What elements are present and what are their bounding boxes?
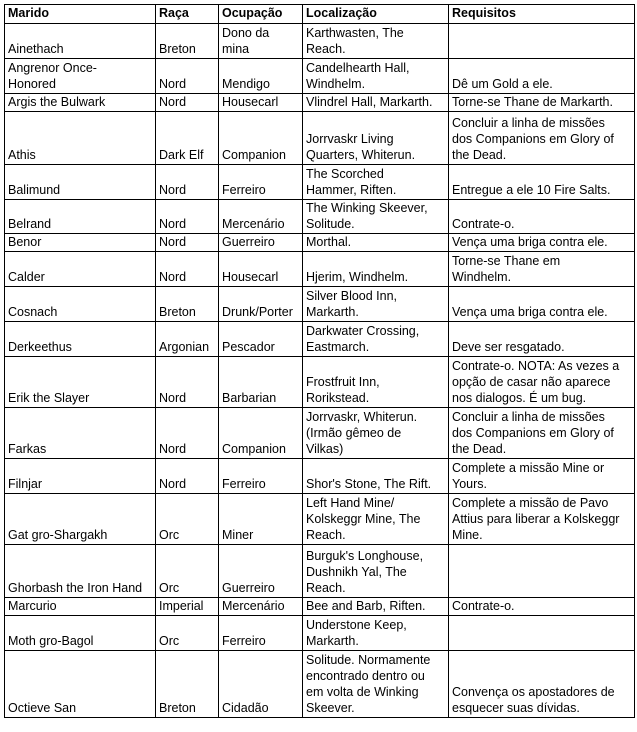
cell-localizacao: Silver Blood Inn, Markarth. xyxy=(303,287,449,322)
header-localizacao: Localização xyxy=(303,5,449,24)
cell-raca: Nord xyxy=(156,59,219,94)
cell-localizacao: Candelhearth Hall, Windhelm. xyxy=(303,59,449,94)
cell-marido: Marcurio xyxy=(5,598,156,616)
cell-marido: Octieve San xyxy=(5,651,156,718)
cell-requisitos: Torne-se Thane de Markarth. xyxy=(449,94,635,112)
cell-requisitos: Deve ser resgatado. xyxy=(449,322,635,357)
cell-raca: Argonian xyxy=(156,322,219,357)
cell-localizacao: Hjerim, Windhelm. xyxy=(303,252,449,287)
cell-ocupacao: Miner xyxy=(219,494,303,545)
cell-marido: Balimund xyxy=(5,165,156,200)
cell-ocupacao: Housecarl xyxy=(219,94,303,112)
cell-raca: Nord xyxy=(156,200,219,234)
cell-ocupacao: Barbarian xyxy=(219,357,303,408)
cell-marido: Angrenor Once- Honored xyxy=(5,59,156,94)
table-row xyxy=(5,24,635,59)
cell-ocupacao: Dono da mina xyxy=(219,24,303,59)
cell-raca: Orc xyxy=(156,494,219,545)
table-row xyxy=(5,459,635,494)
cell-requisitos: Torne-se Thane em Windhelm. xyxy=(449,252,635,287)
cell-ocupacao: Mendigo xyxy=(219,59,303,94)
table-row xyxy=(5,545,635,598)
cell-raca: Imperial xyxy=(156,598,219,616)
cell-ocupacao: Guerreiro xyxy=(219,545,303,598)
cell-ocupacao: Pescador xyxy=(219,322,303,357)
cell-raca: Nord xyxy=(156,408,219,459)
table-row xyxy=(5,598,635,616)
table-row xyxy=(5,234,635,252)
cell-requisitos xyxy=(449,616,635,651)
cell-ocupacao: Mercenário xyxy=(219,598,303,616)
cell-ocupacao: Cidadão xyxy=(219,651,303,718)
cell-localizacao: Shor's Stone, The Rift. xyxy=(303,459,449,494)
cell-requisitos: Contrate-o. xyxy=(449,200,635,234)
cell-raca: Nord xyxy=(156,234,219,252)
cell-raca: Nord xyxy=(156,459,219,494)
cell-marido: Belrand xyxy=(5,200,156,234)
cell-raca: Nord xyxy=(156,94,219,112)
cell-ocupacao: Ferreiro xyxy=(219,459,303,494)
cell-marido: Moth gro-Bagol xyxy=(5,616,156,651)
cell-raca: Nord xyxy=(156,252,219,287)
husbands-table xyxy=(4,4,635,718)
cell-localizacao: Darkwater Crossing, Eastmarch. xyxy=(303,322,449,357)
cell-ocupacao: Guerreiro xyxy=(219,234,303,252)
header-raca: Raça xyxy=(156,5,219,24)
cell-requisitos: Concluir a linha de missões dos Companions em Glory of the Dead. xyxy=(449,408,635,459)
cell-localizacao: Jorrvaskr, Whiterun. (Irmão gêmeo de Vilkas) xyxy=(303,408,449,459)
table-row xyxy=(5,200,635,234)
cell-localizacao: The Winking Skeever, Solitude. xyxy=(303,200,449,234)
cell-requisitos: Dê um Gold a ele. xyxy=(449,59,635,94)
cell-ocupacao: Ferreiro xyxy=(219,165,303,200)
cell-ocupacao: Companion xyxy=(219,112,303,165)
cell-localizacao: Jorrvaskr Living Quarters, Whiterun. xyxy=(303,112,449,165)
cell-ocupacao: Mercenário xyxy=(219,200,303,234)
cell-marido: Athis xyxy=(5,112,156,165)
cell-requisitos: Convença os apostadores de esquecer suas dívidas. xyxy=(449,651,635,718)
cell-requisitos: Vença uma briga contra ele. xyxy=(449,287,635,322)
cell-raca: Nord xyxy=(156,165,219,200)
table-row xyxy=(5,112,635,165)
table-row xyxy=(5,357,635,408)
cell-marido: Argis the Bulwark xyxy=(5,94,156,112)
table-row xyxy=(5,322,635,357)
cell-marido: Calder xyxy=(5,252,156,287)
table-row xyxy=(5,59,635,94)
table-row xyxy=(5,408,635,459)
cell-marido: Ghorbash the Iron Hand xyxy=(5,545,156,598)
cell-localizacao: Burguk's Longhouse, Dushnikh Yal, The Reach. xyxy=(303,545,449,598)
cell-localizacao: Understone Keep, Markarth. xyxy=(303,616,449,651)
cell-localizacao: Left Hand Mine/ Kolskeggr Mine, The Reach. xyxy=(303,494,449,545)
cell-raca: Orc xyxy=(156,616,219,651)
cell-requisitos: Contrate-o. NOTA: As vezes a opção de casar não aparece nos dialogos. É um bug. xyxy=(449,357,635,408)
cell-raca: Nord xyxy=(156,357,219,408)
cell-requisitos: Complete a missão de Pavo Attius para liberar a Kolskeggr Mine. xyxy=(449,494,635,545)
cell-ocupacao: Drunk/Porter xyxy=(219,287,303,322)
header-marido: Marido xyxy=(5,5,156,24)
cell-marido: Gat gro-Shargakh xyxy=(5,494,156,545)
cell-ocupacao: Ferreiro xyxy=(219,616,303,651)
cell-marido: Derkeethus xyxy=(5,322,156,357)
cell-marido: Erik the Slayer xyxy=(5,357,156,408)
table-row xyxy=(5,616,635,651)
cell-localizacao: Solitude. Normamente encontrado dentro ou em volta de Winking Skeever. xyxy=(303,651,449,718)
table-row xyxy=(5,94,635,112)
cell-requisitos: Complete a missão Mine or Yours. xyxy=(449,459,635,494)
header-ocupacao: Ocupação xyxy=(219,5,303,24)
cell-marido: Benor xyxy=(5,234,156,252)
cell-marido: Cosnach xyxy=(5,287,156,322)
cell-marido: Filnjar xyxy=(5,459,156,494)
cell-raca: Breton xyxy=(156,651,219,718)
cell-marido: Ainethach xyxy=(5,24,156,59)
table-row xyxy=(5,287,635,322)
cell-localizacao: Morthal. xyxy=(303,234,449,252)
cell-requisitos: Entregue a ele 10 Fire Salts. xyxy=(449,165,635,200)
cell-localizacao: The Scorched Hammer, Riften. xyxy=(303,165,449,200)
table-row xyxy=(5,252,635,287)
cell-raca: Breton xyxy=(156,287,219,322)
cell-localizacao: Karthwasten, The Reach. xyxy=(303,24,449,59)
cell-requisitos: Contrate-o. xyxy=(449,598,635,616)
cell-requisitos: Vença uma briga contra ele. xyxy=(449,234,635,252)
cell-ocupacao: Companion xyxy=(219,408,303,459)
cell-marido: Farkas xyxy=(5,408,156,459)
table-row xyxy=(5,165,635,200)
cell-ocupacao: Housecarl xyxy=(219,252,303,287)
cell-localizacao: Bee and Barb, Riften. xyxy=(303,598,449,616)
cell-requisitos: Concluir a linha de missões dos Companions em Glory of the Dead. xyxy=(449,112,635,165)
cell-raca: Breton xyxy=(156,24,219,59)
cell-requisitos xyxy=(449,24,635,59)
cell-raca: Orc xyxy=(156,545,219,598)
cell-raca: Dark Elf xyxy=(156,112,219,165)
header-row xyxy=(5,5,635,24)
cell-localizacao: Vlindrel Hall, Markarth. xyxy=(303,94,449,112)
table-row xyxy=(5,494,635,545)
cell-localizacao: Frostfruit Inn, Rorikstead. xyxy=(303,357,449,408)
cell-requisitos xyxy=(449,545,635,598)
header-requisitos: Requisitos xyxy=(449,5,635,24)
table-row xyxy=(5,651,635,718)
